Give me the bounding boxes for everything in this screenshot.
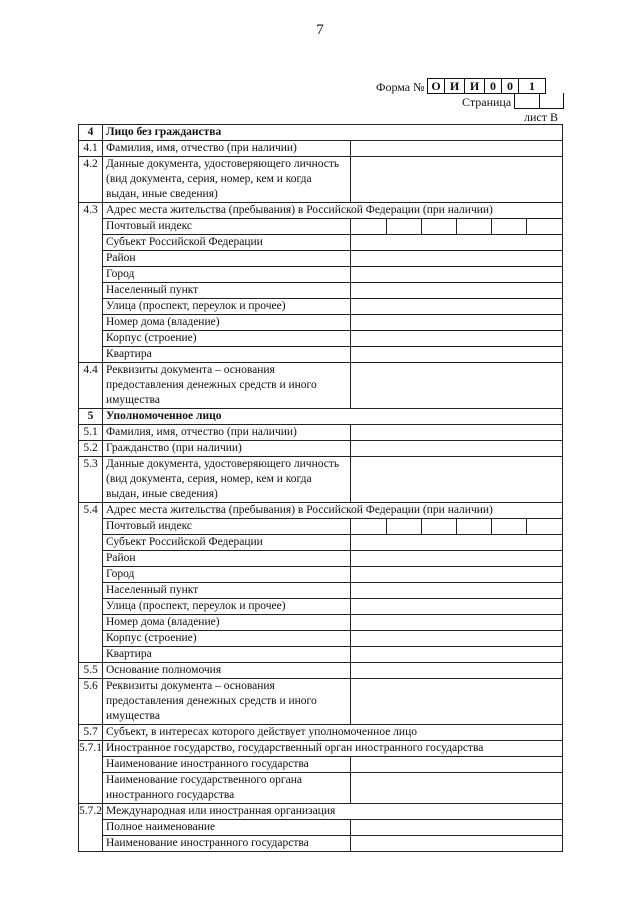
citizenship-field[interactable] (351, 441, 563, 457)
field-label: Реквизиты документа – основания предоставления денежных средств и иного имущества (103, 679, 351, 725)
section-row (79, 409, 563, 425)
row-number: 5.7.2 (79, 804, 103, 852)
field-label: Город (103, 567, 351, 583)
city-field[interactable] (351, 567, 563, 583)
row-number: 5 (79, 409, 103, 425)
org-full-name-field[interactable] (351, 820, 563, 836)
building-field[interactable] (351, 631, 563, 647)
settlement-field[interactable] (351, 583, 563, 599)
field-label: Фамилия, имя, отчество (при наличии) (103, 141, 351, 157)
row-number: 5.5 (79, 663, 103, 679)
form-label: Форма № (376, 80, 425, 94)
field-label: Номер дома (владение) (103, 615, 351, 631)
fio-field[interactable] (351, 141, 563, 157)
field-label: Квартира (103, 347, 351, 363)
city-field[interactable] (351, 267, 563, 283)
field-label: Адрес места жительства (пребывания) в Российской Федерации (при наличии) (103, 503, 563, 519)
row-number: 4.3 (79, 203, 103, 363)
apartment-field[interactable] (351, 647, 563, 663)
field-label: Основание полномочия (103, 663, 351, 679)
row-number: 5.1 (79, 425, 103, 441)
field-label: Наименование государственного органа иностранного государства (103, 773, 351, 804)
field-label: Корпус (строение) (103, 631, 351, 647)
form-code-char: 0 (485, 79, 502, 94)
row-number: 4 (79, 125, 103, 141)
field-label: Субъект Российской Федерации (103, 235, 351, 251)
field-label: Корпус (строение) (103, 331, 351, 347)
field-label: Почтовый индекс (103, 519, 351, 535)
page-number: 7 (316, 22, 324, 38)
postal-index-field[interactable] (351, 219, 563, 235)
foreign-body-field[interactable] (351, 773, 563, 804)
field-label: Населенный пункт (103, 283, 351, 299)
house-field[interactable] (351, 315, 563, 331)
row-number: 5.7.1 (79, 741, 103, 804)
street-field[interactable] (351, 299, 563, 315)
form-table (78, 124, 563, 852)
field-label: Субъект Российской Федерации (103, 535, 351, 551)
field-label: Данные документа, удостоверяющего личность (вид документа, серия, номер, кем и когда выдан, иные сведения) (103, 157, 351, 203)
building-field[interactable] (351, 331, 563, 347)
field-label: Город (103, 267, 351, 283)
fio-field[interactable] (351, 425, 563, 441)
foreign-state-field[interactable] (351, 757, 563, 773)
form-code-char: О (428, 79, 445, 94)
field-label: Район (103, 251, 351, 267)
field-label: Район (103, 551, 351, 567)
basis-document-field[interactable] (351, 679, 563, 725)
form-code (427, 78, 546, 94)
row-number: 4.2 (79, 157, 103, 203)
street-field[interactable] (351, 599, 563, 615)
apartment-field[interactable] (351, 347, 563, 363)
settlement-field[interactable] (351, 283, 563, 299)
row-number: 5.7 (79, 725, 103, 741)
field-label: Квартира (103, 647, 351, 663)
form-code-char: 0 (502, 79, 519, 94)
field-label: Фамилия, имя, отчество (при наличии) (103, 425, 351, 441)
field-label: Улица (проспект, переулок и прочее) (103, 599, 351, 615)
row-number: 4.4 (79, 363, 103, 409)
row-number: 5.4 (79, 503, 103, 663)
basis-document-field[interactable] (351, 363, 563, 409)
field-label: Номер дома (владение) (103, 315, 351, 331)
page-number-field[interactable] (514, 93, 564, 109)
row-number: 5.2 (79, 441, 103, 457)
field-label: Международная или иностранная организация (103, 804, 563, 820)
house-field[interactable] (351, 615, 563, 631)
region-field[interactable] (351, 535, 563, 551)
section-row (79, 125, 563, 141)
row-number: 5.3 (79, 457, 103, 503)
page-label: Страница (462, 95, 512, 109)
field-label: Улица (проспект, переулок и прочее) (103, 299, 351, 315)
authority-basis-field[interactable] (351, 663, 563, 679)
field-label: Наименование иностранного государства (103, 757, 351, 773)
field-label: Гражданство (при наличии) (103, 441, 351, 457)
id-document-field[interactable] (351, 157, 563, 203)
section-title: Лицо без гражданства (103, 125, 563, 141)
id-document-field[interactable] (351, 457, 563, 503)
section-title: Уполномоченное лицо (103, 409, 563, 425)
form-code-char: 1 (519, 79, 546, 94)
field-label: Населенный пункт (103, 583, 351, 599)
field-label: Иностранное государство, государственный орган иностранного государства (103, 741, 563, 757)
field-label: Адрес места жительства (пребывания) в Российской Федерации (при наличии) (103, 203, 563, 219)
district-field[interactable] (351, 551, 563, 567)
field-label: Реквизиты документа – основания предоставления денежных средств и иного имущества (103, 363, 351, 409)
form-code-char: И (445, 79, 465, 94)
region-field[interactable] (351, 235, 563, 251)
postal-index-field[interactable] (351, 519, 563, 535)
foreign-state-field[interactable] (351, 836, 563, 852)
form-code-char: И (465, 79, 485, 94)
field-label: Субъект, в интересах которого действует уполномоченное лицо (103, 725, 563, 741)
field-label: Полное наименование (103, 820, 351, 836)
field-label: Данные документа, удостоверяющего личность (вид документа, серия, номер, кем и когда выдан, иные сведения) (103, 457, 351, 503)
field-label: Наименование иностранного государства (103, 836, 351, 852)
district-field[interactable] (351, 251, 563, 267)
row-number: 5.6 (79, 679, 103, 725)
sheet-label: лист В (524, 110, 558, 124)
field-label: Почтовый индекс (103, 219, 351, 235)
row-number: 4.1 (79, 141, 103, 157)
